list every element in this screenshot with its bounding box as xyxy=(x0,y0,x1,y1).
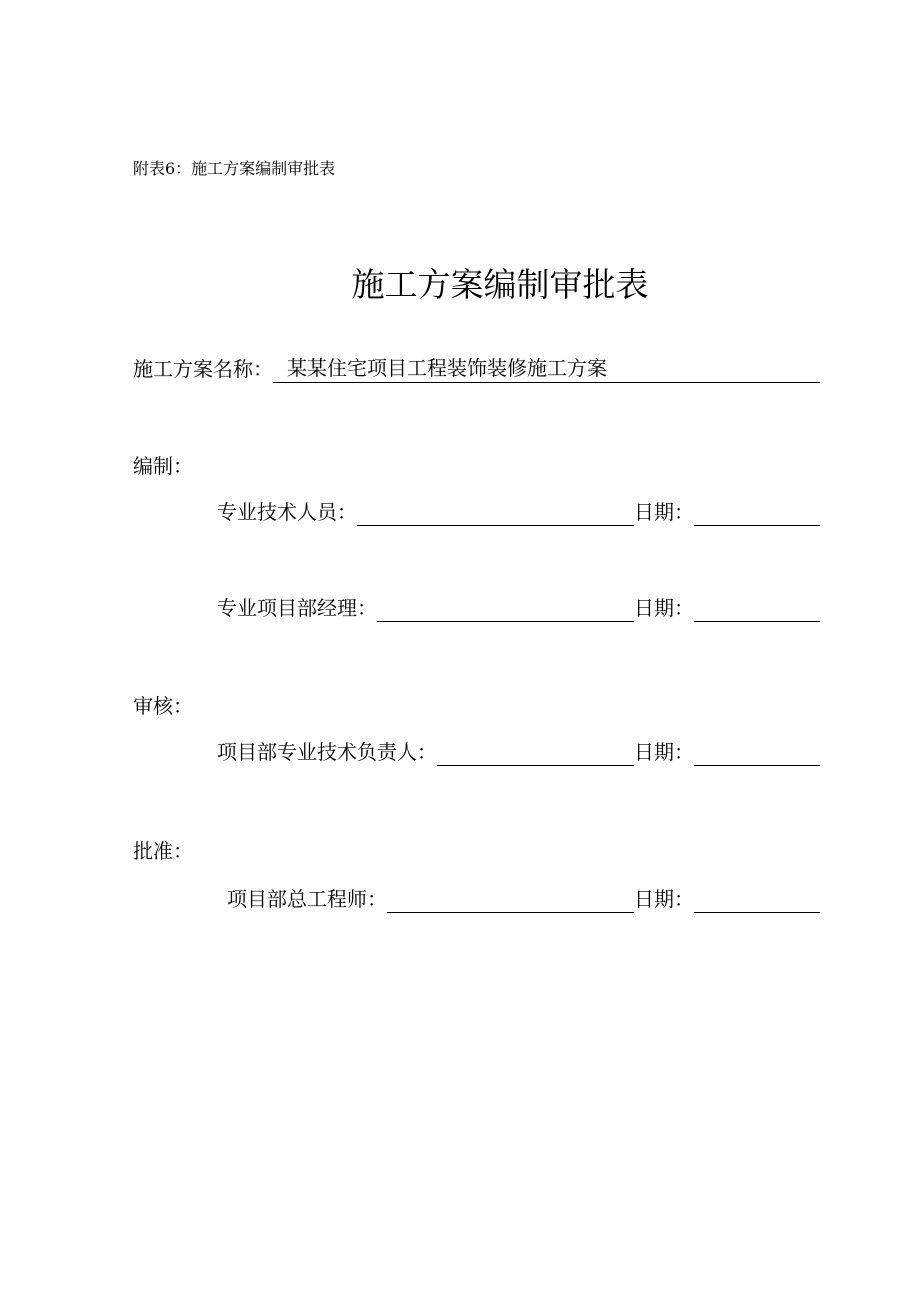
signature-field[interactable] xyxy=(387,886,634,913)
form-title: 施工方案编制审批表 xyxy=(351,265,649,304)
signature-field[interactable] xyxy=(377,595,634,622)
signature-row-chief-engineer xyxy=(227,883,820,913)
signature-row-project-manager xyxy=(217,592,820,622)
date-label: 日期： xyxy=(634,596,694,620)
date-label: 日期： xyxy=(634,500,694,524)
date-field[interactable] xyxy=(694,595,820,622)
signature-label: 项目部总工程师： xyxy=(227,887,387,911)
signature-row-technical-lead xyxy=(217,736,820,766)
signature-label: 项目部专业技术负责人： xyxy=(217,740,437,764)
signature-row-technician xyxy=(217,496,820,526)
attachment-title: 附表6：施工方案编制审批表 xyxy=(133,159,336,178)
plan-name-label: 施工方案名称： xyxy=(133,357,273,381)
signature-field[interactable] xyxy=(357,499,634,526)
plan-name-row xyxy=(133,353,820,383)
date-label: 日期： xyxy=(634,887,694,911)
date-field[interactable] xyxy=(694,739,820,766)
date-field[interactable] xyxy=(694,886,820,913)
section-label-approve: 批准： xyxy=(133,839,193,863)
section-label-compile: 编制： xyxy=(133,454,193,478)
plan-name-field[interactable]: 某某住宅项目工程装饰装修施工方案 xyxy=(273,354,820,383)
section-label-review: 审核： xyxy=(133,694,193,718)
signature-label: 专业技术人员： xyxy=(217,500,357,524)
signature-label: 专业项目部经理： xyxy=(217,596,377,620)
date-label: 日期： xyxy=(634,740,694,764)
signature-field[interactable] xyxy=(437,739,634,766)
date-field[interactable] xyxy=(694,499,820,526)
